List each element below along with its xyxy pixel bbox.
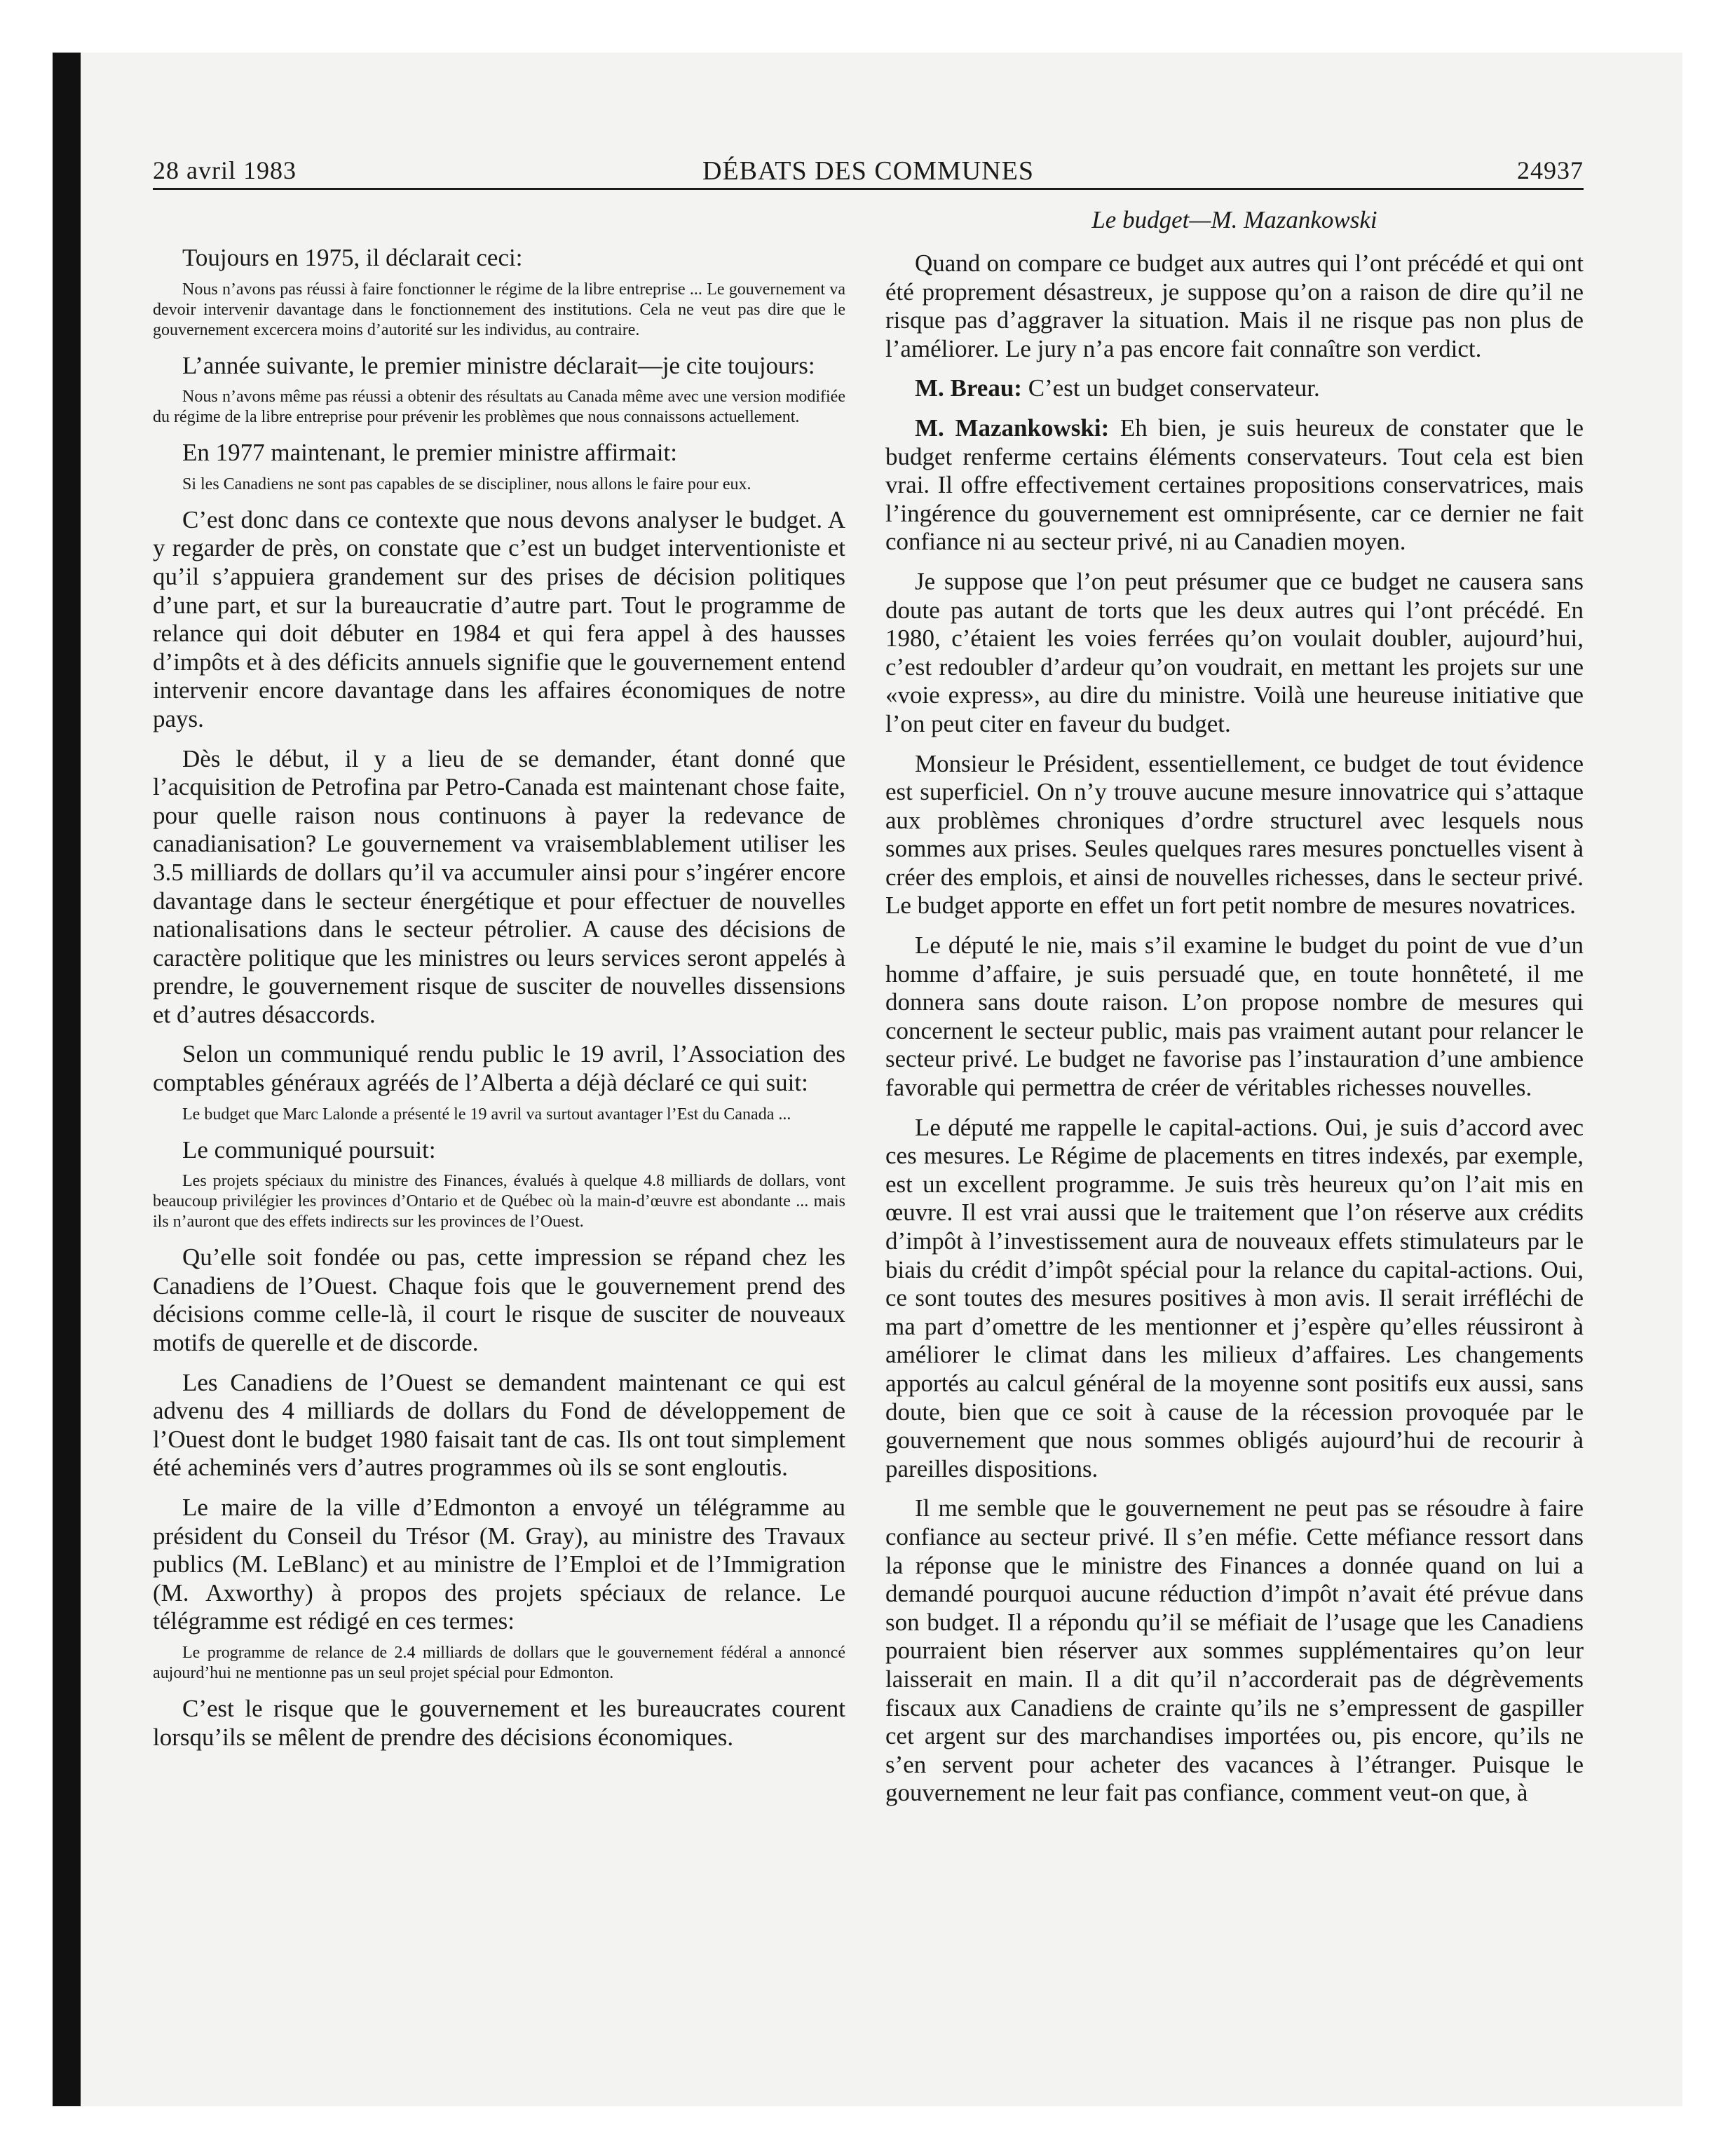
header-rule bbox=[153, 188, 1584, 190]
paragraph: L’année suivante, le premier ministre déclarait—je cite toujours: bbox=[182, 351, 815, 379]
paragraph: Qu’elle soit fondée ou pas, cette impression se répand chez les Canadiens de l’Ouest. Chaque fois que le gouvernement prend des décisions comme celle-là, il court le risque de susciter de nouveaux motifs de querelle et de discorde. bbox=[153, 1243, 845, 1357]
speech-paragraph bbox=[885, 414, 1584, 557]
paragraph: C’est donc dans ce contexte que nous devons analyser le budget. A y regarder de près, on constate que c’est un budget interventioniste et qu’il s’appuiera grandement sur des prises de décision politiques d’une part, et sur la bureaucratie d’autre part. Tout le programme de relance qui doit débuter en 1984 et qui fera appel à des hausses d’impôts et à des déficits annuels signifie que le gouvernement entend intervenir encore davantage dans les affaires économiques de notre pays. bbox=[153, 505, 845, 732]
header-page-number: 24937 bbox=[1517, 156, 1584, 184]
paragraph: Le communiqué poursuit: bbox=[182, 1135, 436, 1164]
paragraph: Selon un communiqué rendu public le 19 avril, l’Association des comptables généraux agréés de l’Alberta a déjà déclaré ce qui suit: bbox=[153, 1040, 845, 1097]
speaker-name: M. Breau: bbox=[915, 374, 1022, 402]
paragraph: Le maire de la ville d’Edmonton a envoyé un télégramme au président du Conseil du Trésor (M. Gray), au ministre des Travaux publics (M. LeBlanc) et au ministre de l’Emploi et de l’Immigration (M. Axworthy) à propos des projets spéciaux de relance. Le télégramme est rédigé en ces termes: bbox=[153, 1494, 845, 1635]
paragraph: Monsieur le Président, essentiellement, ce budget de tout évidence est superficiel. On n’y trouve aucune mesure innovatrice qui s’attaque aux problèmes chroniques d’ordre structurel avec lesquels nous sommes aux prises. Seules quelques rares mesures ponctuelles visent à créer des emplois, et ainsi de nouvelles richesses, dans le secteur privé. Le budget apporte en effet un fort petit nombre de mesures novatrices. bbox=[885, 749, 1584, 920]
block-quote: Le programme de relance de 2.4 milliards de dollars que le gouvernement fédéral a annoncé aujourd’hui ne mentionne pas un seul projet spécial pour Edmonton. bbox=[153, 1643, 845, 1682]
speech-paragraph bbox=[885, 374, 1584, 403]
speech-text: C’est un budget conservateur. bbox=[1021, 374, 1320, 402]
paragraph: Quand on compare ce budget aux autres qui l’ont précédé et qui ont été proprement désastreux, je suppose qu’on a raison de dire qu’il ne risque pas d’aggraver la situation. Mais il ne risque pas non plus de l’améliorer. Le jury n’a pas encore fait connaître son verdict. bbox=[885, 250, 1584, 362]
header-date: 28 avril 1983 bbox=[153, 156, 297, 184]
left-column bbox=[153, 202, 845, 1752]
speech-text: Eh bien, je suis heureux de constater que le budget renferme certains éléments conservateurs. Tout cela est bien vrai. Il offre effectivement certaines propositions conservatrices, mais l’ingérence du gouvernement est omniprésente, car ce dernier ne fait confiance ni au secteur privé, ni au Canadien moyen. bbox=[885, 414, 1584, 556]
block-quote: Nous n’avons pas réussi à faire fonctionner le régime de la libre entreprise ... Le gouvernement va devoir intervenir davantage dans le fonctionnement des institutions. Cela ne veut pas dire que le gouvernement excercera moins d’autorité sur les individus, au contraire. bbox=[153, 280, 845, 339]
paragraph: Dès le début, il y a lieu de se demander, étant donné que l’acquisition de Petrofina par Petro-Canada est maintenant chose faite, pour quelle raison nous continuons à payer la redevance de canadianisation? Le gouvernement va vraisemblablement utiliser les 3.5 milliards de dollars qu’il va accumuler ainsi pour s’ingérer encore davantage dans le secteur énergétique et pour effectuer de nouvelles nationalisations dans le secteur pétrolier. A cause des décisions de caractère politique que les ministres ou leurs services seront appelés à prendre, le gouvernement risque de susciter de nouvelles dissensions et d’autres désaccords. bbox=[153, 744, 845, 1028]
block-quote: Le budget que Marc Lalonde a présenté le 19 avril va surtout avantager l’Est du Canada ... bbox=[182, 1105, 791, 1124]
right-column bbox=[885, 202, 1584, 1808]
paragraph: Le député me rappelle le capital-actions. Oui, je suis d’accord avec ces mesures. Le Régime de placements en titres indexés, par exemple, est un excellent programme. Je suis très heureux qu’on l’ait mis en œuvre. Il est vrai aussi que le traitement que l’on réserve aux crédits d’impôt à l’investissement aura de nouveaux effets stimulateurs par le biais du crédit d’impôt spécial pour la relance du capital-actions. Oui, ce sont toutes des mesures positives à mon avis. Il serait irréfléchi de ma part d’omettre de les mentionner et j’espère qu’elles réussiront à améliorer le climat dans les milieux d’affaires. Les changements apportés au calcul général de la moyenne sont positifs eux aussi, sans doute, bien que ce soit à cause de la récession provoquée par le gouvernement que nous sommes obligés aujourd’hui de recourir à pareilles dispositions. bbox=[885, 1113, 1584, 1482]
paragraph: Je suppose que l’on peut présumer que ce budget ne causera sans doute pas autant de torts que les deux autres qui l’ont précédé. En 1980, c’étaient les voies ferrées qu’on voulait doubler, aujourd’hui, c’est redoubler d’ardeur qu’on voudrait, en mettant les projets sur une «voie express», au dire du ministre. Voilà une heureuse initiative que l’on peut citer en faveur du budget. bbox=[885, 567, 1584, 737]
header-title: DÉBATS DES COMMUNES bbox=[702, 156, 1034, 186]
block-quote: Si les Canadiens ne sont pas capables de se discipliner, nous allons le faire pour eux. bbox=[182, 475, 751, 493]
block-quote: Les projets spéciaux du ministre des Finances, évalués à quelque 4.8 milliards de dollars, vont beaucoup privilégier les provinces d’Ontario et de Québec où la main-d’œuvre est abondante ... mais ils n’auront que des effets indirects sur les provinces de l’Ouest. bbox=[153, 1172, 845, 1231]
paragraph: Toujours en 1975, il déclarait ceci: bbox=[182, 244, 523, 271]
scan-binding-edge bbox=[53, 53, 81, 2106]
paragraph: C’est le risque que le gouvernement et les bureaucrates courent lorsqu’ils se mêlent de prendre des décisions économiques. bbox=[153, 1694, 845, 1751]
paragraph: Il me semble que le gouvernement ne peut pas se résoudre à faire confiance au secteur privé. Il s’en méfie. Cette méfiance ressort dans la réponse que le ministre des Finances a donnée quand on lui a demandé pourquoi aucune réduction d’impôt n’avait été prévue dans son budget. Il a répondu qu’il se méfiait de l’usage que les Canadiens pourraient bien réserver aux sommes supplémentaires qu’on leur laisserait en main. Il a dit qu’il n’accorderait pas de dégrèvements fiscaux aux Canadiens de crainte qu’ils ne s’empressent de gaspiller cet argent sur des marchandises importées ou, pis encore, qu’ils ne s’en servent pour acheter des vacances à l’étranger. Puisque le gouvernement ne leur fait pas confiance, comment veut-on que, à bbox=[885, 1494, 1584, 1807]
page-header bbox=[153, 156, 1584, 189]
running-head: Le budget—M. Mazankowski bbox=[1091, 206, 1377, 233]
paragraph: Le député le nie, mais s’il examine le budget du point de vue d’un homme d’affaire, je suis persuadé que, en toute honnêteté, il me donnera sans doute raison. L’on propose nombre de mesures qui concernent le secteur public, mais pas vraiment autant pour relancer le secteur privé. Le budget ne favorise pas l’instauration d’une ambience favorable qui permettra de créer de véritables richesses nouvelles. bbox=[885, 932, 1584, 1102]
speaker-name: M. Mazankowski: bbox=[915, 414, 1110, 442]
paragraph: En 1977 maintenant, le premier ministre affirmait: bbox=[182, 439, 677, 467]
block-quote: Nous n’avons même pas réussi a obtenir des résultats au Canada même avec une version modifiée du régime de la libre entreprise pour prévenir les problèmes que nous connaissons actuellement. bbox=[153, 388, 845, 427]
paragraph: Les Canadiens de l’Ouest se demandent maintenant ce qui est advenu des 4 milliards de dollars du Fond de développement de l’Ouest dont le budget 1980 faisait tant de cas. Ils ont tout simplement été acheminés vers d’autres programmes où ils se sont engloutis. bbox=[153, 1368, 845, 1482]
